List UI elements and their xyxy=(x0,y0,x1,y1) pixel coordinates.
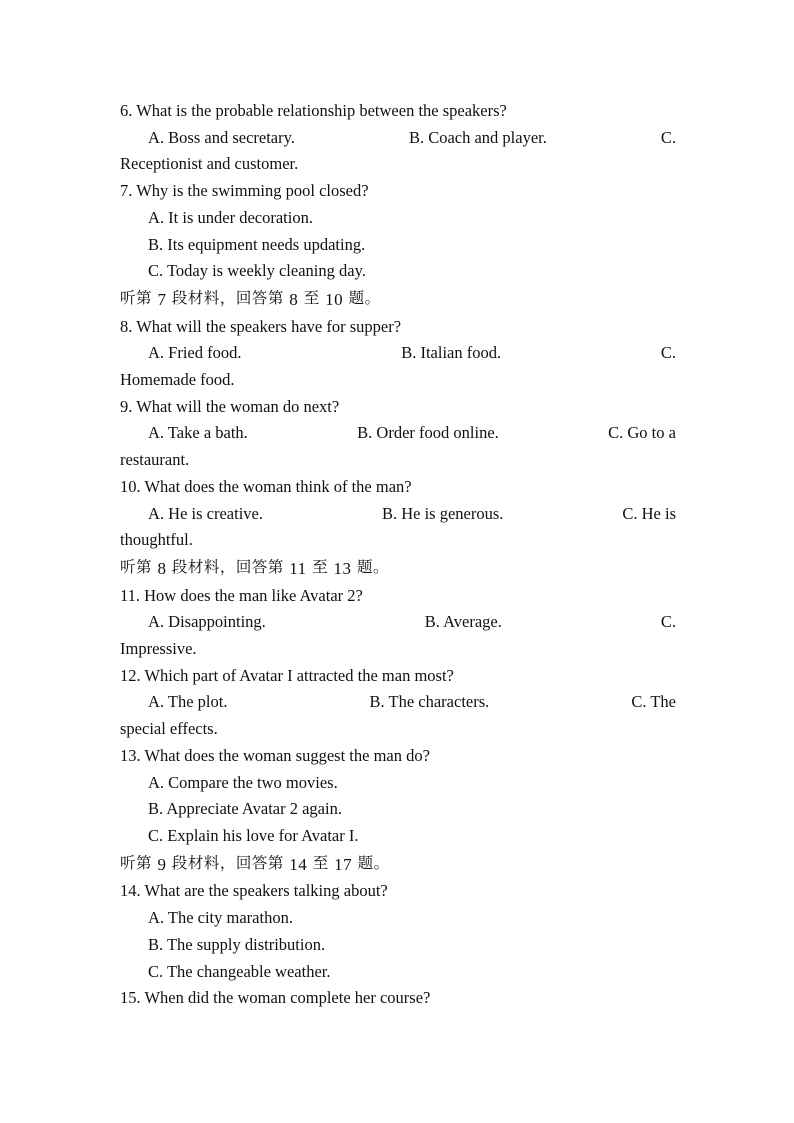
option-b: B. Order food online. xyxy=(357,423,499,443)
question-11: 11. How does the man like Avatar 2? xyxy=(120,585,363,605)
option-c: C. Explain his love for Avatar I. xyxy=(148,825,359,845)
option-b: B. He is generous. xyxy=(381,503,504,523)
question-list xyxy=(120,98,676,1012)
question-8-options xyxy=(120,340,676,367)
section-text: 题。 xyxy=(351,557,389,576)
option-c: C. Today is weekly cleaning day. xyxy=(148,261,366,281)
section-text: 段材料，回答第 xyxy=(166,853,290,872)
question-9-options xyxy=(120,420,676,447)
section-text: 段材料，回答第 xyxy=(166,288,290,307)
section-text: 题。 xyxy=(343,288,381,307)
option-a: A. The plot. xyxy=(148,692,228,712)
section-heading-9 xyxy=(120,850,676,879)
section-text: 听第 xyxy=(120,853,158,872)
range-end: 10 xyxy=(325,289,344,309)
option-c: C. xyxy=(660,343,676,363)
option-b: B. The characters. xyxy=(369,692,490,712)
option-c-continuation: special effects. xyxy=(120,719,218,739)
range-end: 17 xyxy=(334,854,353,874)
option-c-continuation: Receptionist and customer. xyxy=(120,154,299,174)
section-heading-7 xyxy=(120,285,676,314)
option-b: B. Average. xyxy=(424,612,502,632)
option-a: A. Take a bath. xyxy=(148,423,248,443)
section-text: 至 xyxy=(298,288,326,307)
option-a: A. Compare the two movies. xyxy=(148,772,338,792)
question-11-options xyxy=(120,609,676,636)
question-6-options xyxy=(120,125,676,152)
section-text: 听第 xyxy=(120,288,158,307)
section-text: 至 xyxy=(306,557,334,576)
range-start: 8 xyxy=(289,289,299,309)
question-10: 10. What does the woman think of the man? xyxy=(120,476,412,496)
option-b: B. Italian food. xyxy=(401,343,502,363)
option-c: C. He is xyxy=(622,503,676,523)
section-heading-8 xyxy=(120,554,676,583)
question-15: 15. When did the woman complete her course? xyxy=(120,988,431,1008)
range-start: 14 xyxy=(289,854,308,874)
option-c-continuation: restaurant. xyxy=(120,450,190,470)
range-end: 13 xyxy=(333,558,352,578)
option-b: B. Appreciate Avatar 2 again. xyxy=(148,799,342,819)
option-a: A. He is creative. xyxy=(148,503,263,523)
option-c: C. xyxy=(660,127,676,147)
section-text: 段材料，回答第 xyxy=(166,557,290,576)
option-b: B. Its equipment needs updating. xyxy=(148,234,366,254)
question-12-options xyxy=(120,689,676,716)
question-14: 14. What are the speakers talking about? xyxy=(120,881,388,901)
option-c: C. The xyxy=(631,692,676,712)
section-text: 题。 xyxy=(352,853,390,872)
section-number: 9 xyxy=(157,854,167,874)
section-number: 8 xyxy=(157,558,167,578)
question-9: 9. What will the woman do next? xyxy=(120,396,340,416)
question-6: 6. What is the probable relationship between the speakers? xyxy=(120,101,507,120)
section-text: 听第 xyxy=(120,557,158,576)
option-b: B. Coach and player. xyxy=(408,127,547,147)
section-text: 至 xyxy=(307,853,335,872)
section-number: 7 xyxy=(157,289,167,309)
question-7: 7. Why is the swimming pool closed? xyxy=(120,181,369,201)
option-a: A. It is under decoration. xyxy=(148,207,313,227)
question-10-options xyxy=(120,501,676,528)
question-13: 13. What does the woman suggest the man do? xyxy=(120,745,430,765)
option-c: C. xyxy=(660,612,676,632)
question-8: 8. What will the speakers have for supper? xyxy=(120,316,402,336)
option-c: C. Go to a xyxy=(608,423,676,443)
option-a: A. Boss and secretary. xyxy=(148,127,295,147)
option-c: C. The changeable weather. xyxy=(148,961,331,981)
option-a: A. Disappointing. xyxy=(148,612,266,632)
option-c-continuation: Homemade food. xyxy=(120,370,235,390)
range-start: 11 xyxy=(289,558,307,578)
option-a: A. Fried food. xyxy=(148,343,242,363)
option-c-continuation: thoughtful. xyxy=(120,530,193,550)
question-12: 12. Which part of Avatar I attracted the man most? xyxy=(120,665,454,685)
option-a: A. The city marathon. xyxy=(148,908,293,928)
option-b: B. The supply distribution. xyxy=(148,934,326,954)
option-c-continuation: Impressive. xyxy=(120,639,197,659)
